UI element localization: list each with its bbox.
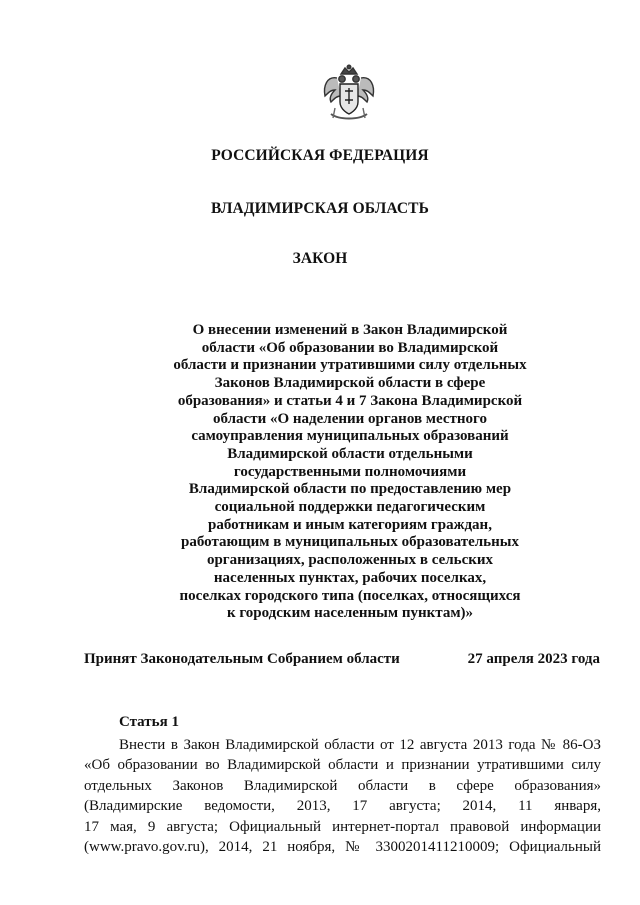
adoption-label: Принят Законодательным Собранием области xyxy=(84,651,400,667)
law-title-line: области «Об образовании во Владимирской xyxy=(201,339,499,356)
law-title-line: организациях, расположенных в сельских xyxy=(206,552,494,569)
article-title: Статья 1 xyxy=(119,714,179,730)
adoption-date: 27 апреля 2023 года xyxy=(467,651,600,667)
article-line: Внести в Закон Владимирской области от 12 августа 2013 года № 86-ОЗ xyxy=(119,737,601,753)
law-title-line: поселках городского типа (поселках, относящихся xyxy=(179,587,521,604)
article-line: (Владимирские ведомости, 2013, 17 августа; 2014, 11 января, xyxy=(84,798,601,815)
article-line: «Об образовании во Владимирской области и признании утратившими силу xyxy=(84,757,601,774)
region-heading: ВЛАДИМИРСКАЯ ОБЛАСТЬ xyxy=(211,200,429,217)
document-type-heading: ЗАКОН xyxy=(292,250,348,267)
article-line: 17 мая, 9 августа; Официальный интернет-портал правовой информации xyxy=(84,818,601,835)
law-title xyxy=(150,322,550,623)
law-title-line: области и признании утратившими силу отдельных xyxy=(173,357,527,374)
law-title-line: государственными полномочиями xyxy=(233,463,467,480)
law-title-line: самоуправления муниципальных образований xyxy=(191,428,509,445)
law-title-line: работникам и иным категориям граждан, xyxy=(208,516,492,533)
law-title-line: О внесении изменений в Закон Владимирской xyxy=(192,322,508,338)
law-title-line: области «О наделении органов местного xyxy=(213,410,487,427)
article-line: отдельных Законов Владимирской области в сфере образования» xyxy=(84,777,601,794)
law-title-line: Владимирской области по предоставлению мер xyxy=(188,481,512,498)
law-title-line: населенных пунктах, рабочих поселках, xyxy=(213,569,487,586)
law-title-line: работающим в муниципальных образовательных xyxy=(181,534,519,551)
coat-of-arms-emblem xyxy=(321,64,377,124)
law-title-line: образования» и статьи 4 и 7 Закона Владимирской xyxy=(177,392,523,409)
law-title-line: социальной поддержки педагогическим xyxy=(214,499,486,516)
law-title-line: к городским населенным пунктам)» xyxy=(226,605,474,622)
law-title-line: Законов Владимирской области в сфере xyxy=(214,375,486,392)
country-heading: РОССИЙСКАЯ ФЕДЕРАЦИЯ xyxy=(211,147,429,164)
law-title-line: Владимирской области отдельными xyxy=(227,445,473,462)
article-body xyxy=(84,735,601,857)
article-line: (www.pravo.gov.ru), 2014, 21 ноября, № 3300201411210009; Официальный xyxy=(84,838,601,855)
